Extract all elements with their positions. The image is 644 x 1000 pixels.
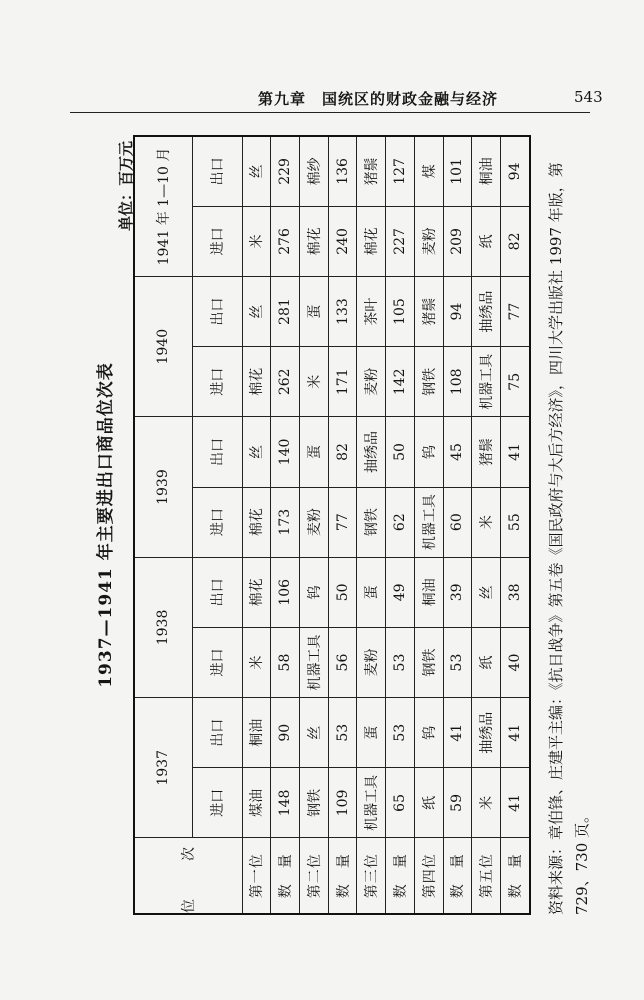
table-cell: 49	[386, 557, 415, 627]
table-cell: 59	[443, 768, 472, 838]
table-row	[357, 136, 386, 914]
table-cell: 棉花	[242, 347, 271, 417]
subheader-cell: 出口	[192, 277, 242, 347]
row-label: 数 量	[443, 838, 472, 914]
table-row	[242, 136, 271, 914]
year-header: 1940	[134, 277, 192, 417]
table-cell: 机器工具	[414, 487, 443, 557]
table-cell: 77	[500, 277, 530, 347]
table-cell: 171	[328, 347, 357, 417]
row-label: 数 量	[328, 838, 357, 914]
subheader-cell: 出口	[192, 698, 242, 768]
table-cell: 148	[271, 768, 300, 838]
table-cell: 127	[386, 136, 415, 206]
table-title: 1937—1941 年主要进出口商品位次表	[96, 362, 116, 688]
table-cell: 82	[328, 417, 357, 487]
table-cell: 101	[443, 136, 472, 206]
table-cell: 抽绣品	[357, 417, 386, 487]
table-row	[271, 136, 300, 914]
table-cell: 钢铁	[357, 487, 386, 557]
table-cell: 棉花	[242, 487, 271, 557]
table-cell: 276	[271, 206, 300, 276]
table-cell: 机器工具	[472, 347, 501, 417]
table-cell: 麦粉	[299, 487, 328, 557]
table-cell: 77	[328, 487, 357, 557]
year-header: 1938	[134, 557, 192, 697]
table-cell: 106	[271, 557, 300, 627]
table-row	[414, 136, 443, 914]
table-cell: 蛋	[357, 698, 386, 768]
table-cell: 39	[443, 557, 472, 627]
table-cell: 82	[500, 206, 530, 276]
subheader-cell: 进口	[192, 487, 242, 557]
table-cell: 茶叶	[357, 277, 386, 347]
table-cell: 58	[271, 627, 300, 697]
table-cell: 丝	[242, 277, 271, 347]
table-cell: 米	[299, 347, 328, 417]
table-cell: 桐油	[242, 698, 271, 768]
table-cell: 棉花	[357, 206, 386, 276]
table-cell: 钢铁	[414, 627, 443, 697]
row-label: 数 量	[500, 838, 530, 914]
subheader-row	[192, 136, 242, 914]
table-cell: 53	[386, 698, 415, 768]
table-cell: 米	[242, 627, 271, 697]
table-cell: 桐油	[414, 557, 443, 627]
page-number: 543	[574, 88, 603, 106]
table-cell: 钢铁	[299, 768, 328, 838]
table-cell: 米	[472, 487, 501, 557]
subheader-cell: 出口	[192, 136, 242, 206]
table-cell: 142	[386, 347, 415, 417]
table-cell: 钨	[299, 557, 328, 627]
table-cell: 麦粉	[357, 347, 386, 417]
source-note: 资料来源：章伯锋、庄建平主编：《抗日战争》第五卷《国民政府与大后方经济》，四川大学出版社 1997 年版，第 729、730 页。	[547, 162, 591, 915]
row-label: 第一位	[242, 838, 271, 914]
table-body	[242, 136, 530, 914]
table-cell: 140	[271, 417, 300, 487]
rotated-content	[75, 125, 595, 925]
table-cell: 桐油	[472, 136, 501, 206]
table-cell: 猪鬃	[472, 417, 501, 487]
row-label: 数 量	[386, 838, 415, 914]
table-cell: 90	[271, 698, 300, 768]
table-cell: 纸	[472, 627, 501, 697]
table-cell: 53	[443, 627, 472, 697]
rotated-table-region	[75, 125, 595, 925]
subheader-cell: 出口	[192, 557, 242, 627]
table-row	[299, 136, 328, 914]
table-cell: 蛋	[357, 557, 386, 627]
header-rule	[70, 112, 590, 113]
table-row	[386, 136, 415, 914]
table-cell: 40	[500, 627, 530, 697]
unit-label: 单位：百万元	[117, 141, 135, 232]
row-label: 第四位	[414, 838, 443, 914]
table-cell: 41	[500, 698, 530, 768]
table-cell: 丝	[242, 136, 271, 206]
table-row	[472, 136, 501, 914]
table-cell: 94	[500, 136, 530, 206]
table-cell: 281	[271, 277, 300, 347]
table-cell: 棉花	[299, 206, 328, 276]
table-cell: 55	[500, 487, 530, 557]
table-cell: 38	[500, 557, 530, 627]
table-cell: 机器工具	[357, 768, 386, 838]
table-cell: 240	[328, 206, 357, 276]
table-cell: 煤油	[242, 768, 271, 838]
table-cell: 45	[443, 417, 472, 487]
table-cell: 109	[328, 768, 357, 838]
corner-label: 位 次	[181, 835, 198, 913]
table-cell: 50	[328, 557, 357, 627]
row-label: 第二位	[299, 838, 328, 914]
table-cell: 棉花	[242, 557, 271, 627]
table-cell: 米	[472, 768, 501, 838]
table-cell: 钨	[414, 417, 443, 487]
table-cell: 53	[386, 627, 415, 697]
table-cell: 钨	[414, 698, 443, 768]
row-label: 数 量	[271, 838, 300, 914]
table-cell: 猪鬃	[357, 136, 386, 206]
table-cell: 262	[271, 347, 300, 417]
year-header: 1937	[134, 698, 192, 838]
table-cell: 纸	[414, 768, 443, 838]
corner-header	[134, 835, 242, 914]
table-cell: 丝	[299, 698, 328, 768]
table-cell: 50	[386, 417, 415, 487]
table-cell: 抽绣品	[472, 698, 501, 768]
page-header	[0, 82, 644, 112]
table-cell: 麦粉	[414, 206, 443, 276]
table-cell: 94	[443, 277, 472, 347]
table-row	[328, 136, 357, 914]
table-row	[443, 136, 472, 914]
table-cell: 41	[443, 698, 472, 768]
subheader-cell: 进口	[192, 347, 242, 417]
table-cell: 75	[500, 347, 530, 417]
row-label: 第三位	[357, 838, 386, 914]
row-label: 第五位	[472, 838, 501, 914]
table-cell: 丝	[472, 557, 501, 627]
ranking-table	[133, 135, 531, 915]
table-cell: 41	[500, 417, 530, 487]
table-cell: 108	[443, 347, 472, 417]
table-cell: 机器工具	[299, 627, 328, 697]
table-cell: 136	[328, 136, 357, 206]
year-header: 1941 年 1—10 月	[134, 136, 192, 277]
subheader-cell: 进口	[192, 206, 242, 276]
table-cell: 41	[500, 768, 530, 838]
table-cell: 钢铁	[414, 347, 443, 417]
table-cell: 蛋	[299, 417, 328, 487]
chapter-title: 第九章 国统区的财政金融与经济	[258, 90, 499, 108]
table-cell: 纸	[472, 206, 501, 276]
year-header: 1939	[134, 417, 192, 557]
table-cell: 227	[386, 206, 415, 276]
table-cell: 229	[271, 136, 300, 206]
table-cell: 209	[443, 206, 472, 276]
table-cell: 蛋	[299, 277, 328, 347]
table-cell: 56	[328, 627, 357, 697]
table-cell: 62	[386, 487, 415, 557]
subheader-cell: 进口	[192, 627, 242, 697]
table-cell: 棉纱	[299, 136, 328, 206]
subheader-cell: 进口	[192, 768, 242, 838]
table-row	[500, 136, 530, 914]
table-cell: 猪鬃	[414, 277, 443, 347]
table-cell: 65	[386, 768, 415, 838]
table-cell: 60	[443, 487, 472, 557]
table-cell: 133	[328, 277, 357, 347]
table-cell: 米	[242, 206, 271, 276]
table-cell: 抽绣品	[472, 277, 501, 347]
table-cell: 53	[328, 698, 357, 768]
table-cell: 丝	[242, 417, 271, 487]
table-cell: 煤	[414, 136, 443, 206]
table-cell: 105	[386, 277, 415, 347]
table-cell: 麦粉	[357, 627, 386, 697]
table-cell: 173	[271, 487, 300, 557]
subheader-cell: 出口	[192, 417, 242, 487]
